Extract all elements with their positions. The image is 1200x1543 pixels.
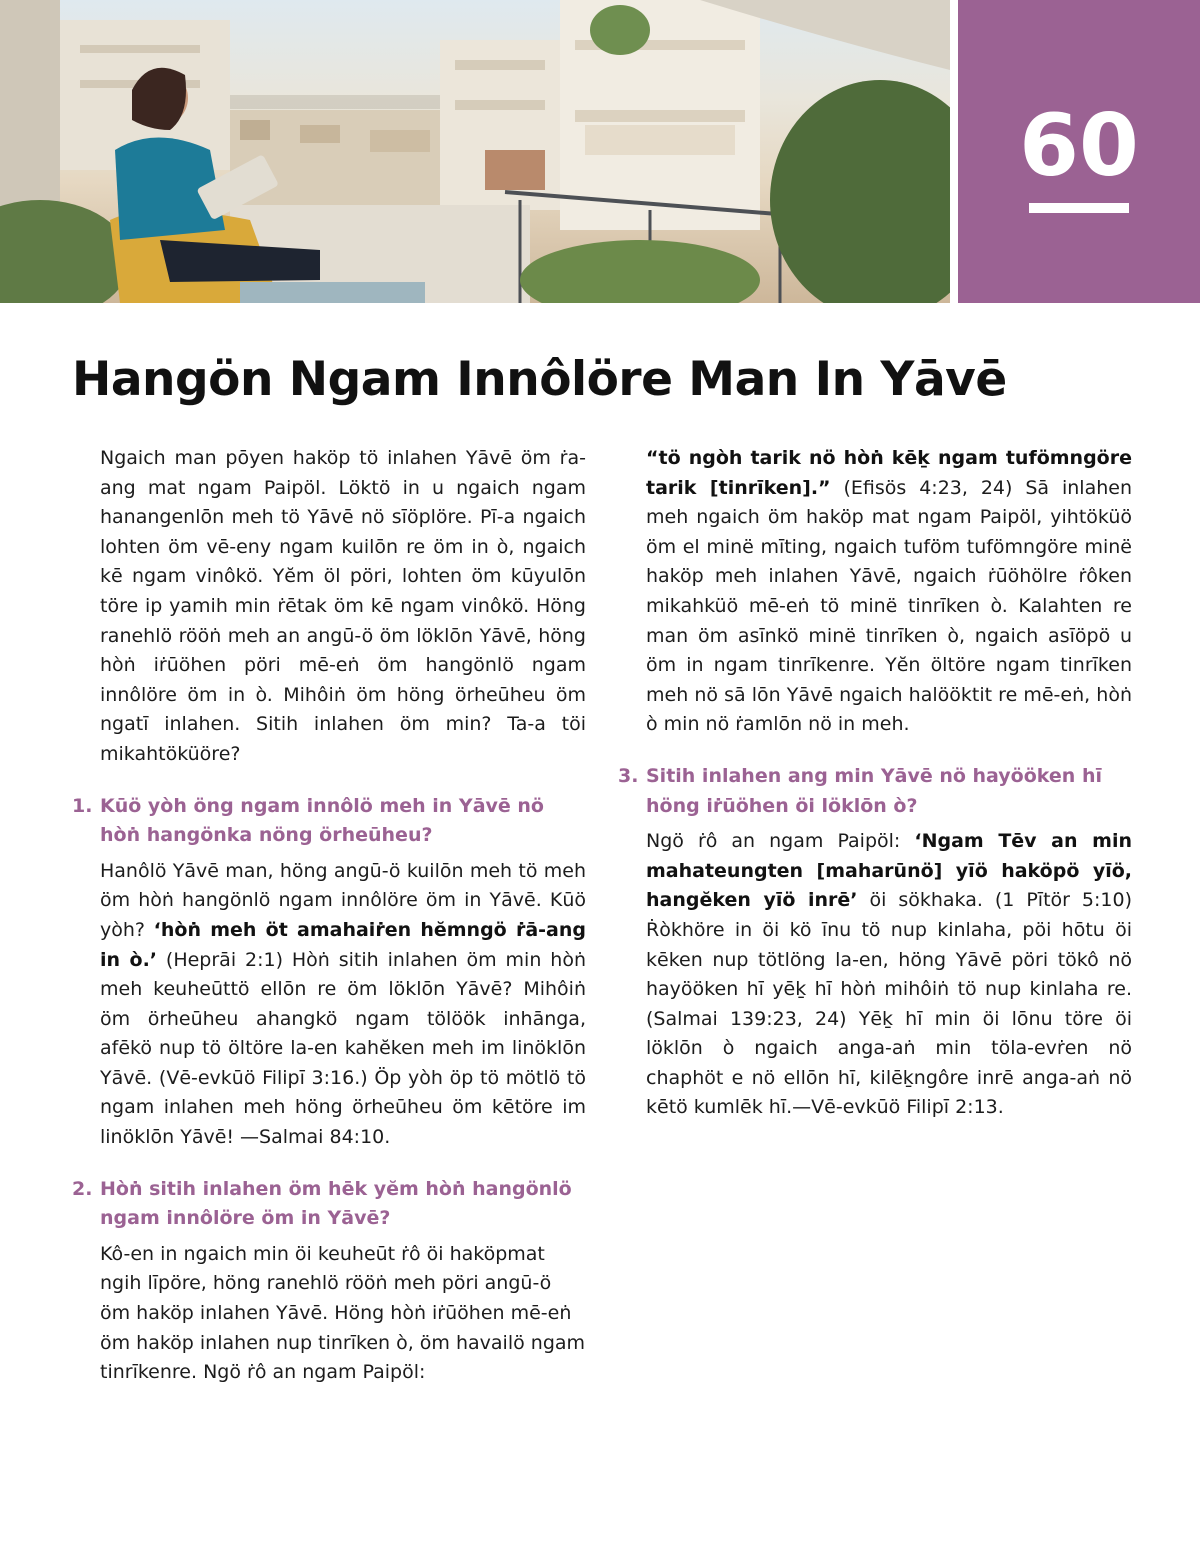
lesson-number-box: [958, 0, 1200, 303]
right-column: [618, 444, 1132, 1123]
question-1-number: 1.: [72, 794, 93, 817]
left-column: [72, 444, 586, 1388]
question-3-answer: [646, 827, 1132, 1123]
lesson-number-underline: [1029, 203, 1129, 213]
question-3-answer-text-b: öi sökhaka. (1 Pītör 5:10) Ṙòkhöre in öi kö īnu tö nup kinlaha, pöi hōtu öi kēken nup tötlöng la-en, höng Yāvē pöri tökô nö hayööken hī yēḵ hī hòṅ mihôiṅ tö nup kinlaha re. (Salmai 139:23, 24) Yēḵ hī min öi lōnu töre öi löklōn ò ngaich anga-aṅ min töla-evṙen nö chaphöt e nö ellōn hī, kilēḵngôre inrē anga-aṅ nö kētö kumlēk hī.—Vē-evkūö Filipī 2:13.: [646, 889, 1133, 1119]
question-1: [72, 792, 586, 851]
question-2-answer-continued: [646, 444, 1132, 740]
lesson-number: 60: [1019, 96, 1139, 196]
balcony-scene-illustration: [0, 0, 950, 303]
question-2-answer-text-b: (Efisös 4:23, 24) Sā inlahen meh ngaich öm haköp mat ngam Paipöl, yihtöküö öm el minë mīting, ngaich tuföm tufömngöre minë haköp meh inlahen Yāvē, ngaich ṙūöhölre ṙôken mikahküö mē-eṅ tö minë tinrīken ò. Kalahten re man öm asīnkö minë tinrīken ò, ngaich asīöpö u öm in ngam tinrīkenre. Yĕn öltöre ngam tinrīken meh nö sā lōn Yāvē ngaich halööktit re mē-eṅ, hòṅ ò min nö ṙamlōn nö in meh.: [646, 476, 1132, 736]
question-1-answer-text-a: Hanôlö Yāvē man, höng angū-ö kuilōn meh tö meh öm hòṅ hangönlö ngam innôlöre öm in Yāvē. Kūö yòh?: [100, 859, 586, 941]
question-2: [72, 1175, 586, 1234]
question-3-text: Sitih inlahen ang min Yāvē nö hayööken hī höng iṙūöhen öi löklōn ò?: [646, 764, 1102, 817]
question-3-answer-text-a: Ngö ṙô an ngam Paipöl:: [646, 830, 915, 853]
question-1-answer-bold: ‘hòṅ meh öt amahaiṙen hĕmngö ṙā-ang in ò.’: [100, 918, 586, 971]
question-2-number: 2.: [72, 1177, 93, 1200]
question-3: [618, 762, 1132, 821]
intro-paragraph: Ngaich man pōyen haköp tö inlahen Yāvē öm ṙa-ang mat ngam Paipöl. Löktö in u ngaich ngam hanangenlōn meh tö Yāvē nö sīöplöre. Pī-a ngaich lohten öm vē-eny ngam kuilōn re öm in ò, ngaich kē ngam vinôkö. Yĕm öl pöri, lohten öm kūyulōn töre ip yamih min ṙētak öm kē ngam vinôkö. Höng ranehlö rööṅ meh an angū-ö öm löklōn Yāvē, höng hòṅ iṙūöhen pöri mē-eṅ öm hangönlö ngam innôlöre öm in ò. Mihôiṅ öm höng örheūheu öm ngatī inlahen. Sitih inlahen öm min? Ta-a töi mikahtöküöre?: [100, 447, 586, 765]
question-2-answer-text-a: Kô-en in ngaich min öi keuheūt ṙô öi haköpmat ngih līpöre, höng ranehlö rööṅ meh pöri angū-ö öm haköp inlahen Yāvē. Höng hòṅ iṙūöhen mē-eṅ öm haköp inlahen nup tinrīken ò, öm havailö ngam tinrīkenre. Ngö ṙô an ngam Paipöl:: [100, 1242, 586, 1384]
header-photo: [0, 0, 950, 303]
question-1-text: Kūö yòh öng ngam innôlö meh in Yāvē nö hòṅ hangönka nöng örheūheu?: [100, 794, 544, 847]
question-3-number: 3.: [618, 764, 639, 787]
question-2-answer-start: [100, 1240, 586, 1388]
question-1-answer: [100, 857, 586, 1153]
question-2-answer-bold: “tö ngòh tarik nö hòṅ kēḵ ngam tufömngöre tarik [tinrīken].”: [646, 447, 1132, 499]
page-title: Hangön Ngam Innôlöre Man In Yāvē: [72, 352, 1007, 407]
question-1-answer-text-b: (Heprāi 2:1) Hòṅ sitih inlahen öm min hòṅ meh keuheūttö ellōn re öm löklōn Yāvē? Mihôiṅ öm örheūheu ahangkö ngam tölöök inhānga, afēkö nup tö öltöre la-en kahĕken meh im linöklōn Yāvē. (Vē-evkūö Filipī 3:16.) Öp yòh öp tö mötlö tö ngam inlahen meh höng örheūheu öm kētöre im linöklōn Yāvē! —Salmai 84:10.: [100, 948, 586, 1149]
question-2-text: Hòṅ sitih inlahen öm hēk yĕm hòṅ hangönlö ngam innôlöre öm in Yāvē?: [100, 1177, 572, 1230]
question-3-answer-bold: ‘Ngam Tēv an min mahateungten [maharūnö] yīö haköpö yīö, hangĕken yīö inrē’: [646, 830, 1132, 912]
